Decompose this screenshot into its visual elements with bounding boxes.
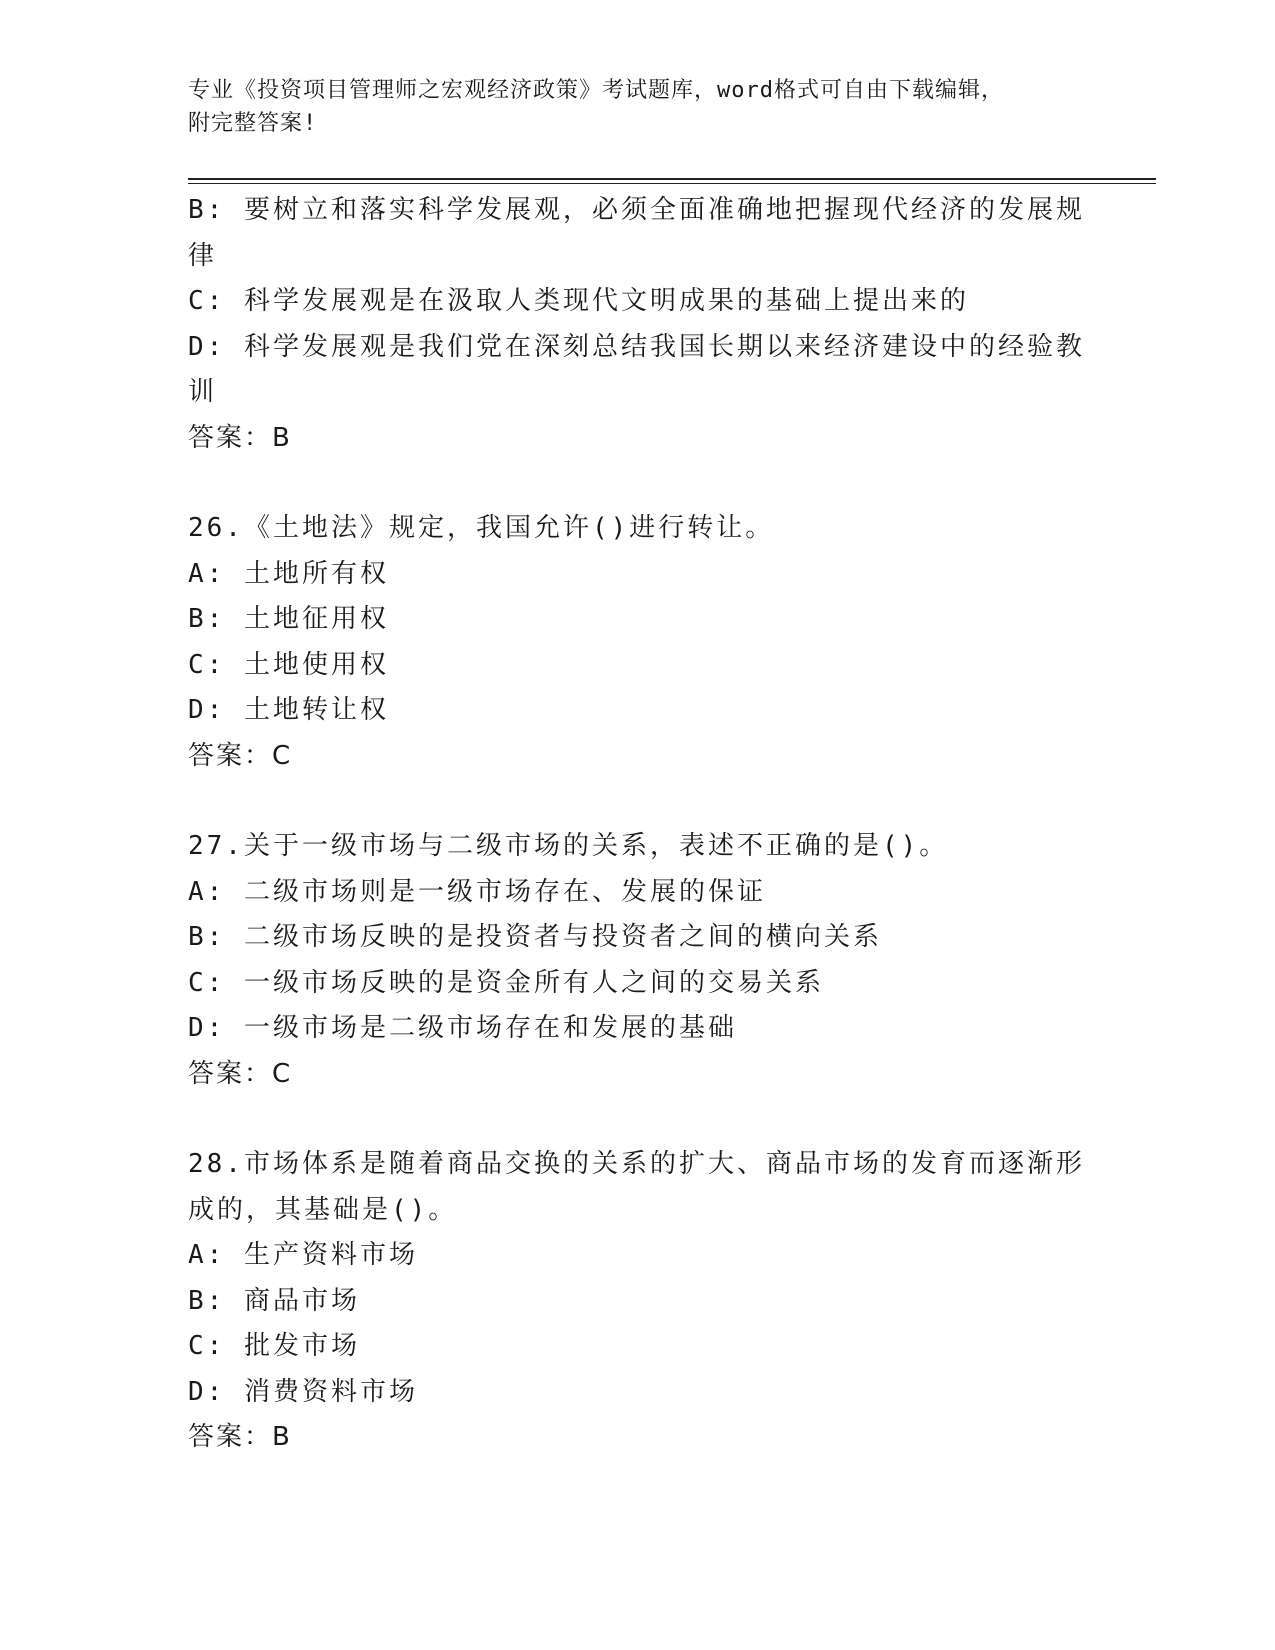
option-text: 二级市场则是一级市场存在、发展的保证 — [243, 876, 766, 907]
option-text: 土地所有权 — [243, 558, 389, 589]
option-text: 生产资料市场 — [243, 1240, 418, 1270]
answer-line: 答案：B — [188, 422, 292, 453]
option-c — [188, 643, 1088, 689]
question-stem: 27.关于一级市场与二级市场的关系，表述不正确的是()。 — [188, 831, 949, 861]
option-text: 土地转让权 — [243, 695, 389, 725]
option-label: B: — [188, 604, 244, 634]
option-d — [188, 688, 1088, 734]
option-text: 消费资料市场 — [243, 1376, 418, 1407]
option-label: B: — [188, 195, 244, 225]
option-a — [188, 1233, 1088, 1279]
spacer — [188, 1097, 1088, 1142]
question-26 — [188, 506, 1088, 779]
option-label: D: — [188, 1013, 244, 1043]
option-label: B: — [188, 1285, 244, 1316]
question-stem: 28.市场体系是随着商品交换的关系的扩大、商品市场的发育而逐渐形成的，其基础是()。 — [188, 1149, 1085, 1225]
option-b — [188, 188, 1088, 279]
option-b — [188, 1279, 1088, 1325]
option-b — [188, 597, 1088, 643]
question-content — [188, 188, 1088, 1461]
option-label: C: — [188, 967, 244, 998]
option-text: 土地使用权 — [243, 649, 389, 680]
option-label: C: — [188, 286, 244, 316]
option-text: 科学发展观是我们党在深刻总结我国长期以来经济建设中的经验教训 — [188, 331, 1085, 407]
option-text: 一级市场反映的是资金所有人之间的交易关系 — [243, 967, 824, 998]
option-label: D: — [188, 1376, 244, 1407]
question-stem: 26.《土地法》规定，我国允许()进行转让。 — [188, 513, 775, 543]
option-text: 土地征用权 — [243, 604, 389, 634]
question-28 — [188, 1142, 1088, 1461]
option-d — [188, 1006, 1088, 1052]
header-line-2: 附完整答案! — [188, 111, 318, 136]
option-c — [188, 1324, 1088, 1370]
option-label: A: — [188, 1240, 244, 1270]
header-divider-thin — [188, 183, 1156, 184]
option-text: 要树立和落实科学发展观，必须全面准确地把握现代经济的发展规律 — [188, 195, 1085, 271]
spacer — [188, 461, 1088, 506]
option-label: D: — [188, 695, 244, 725]
option-text: 商品市场 — [243, 1285, 360, 1316]
option-b — [188, 915, 1088, 961]
option-label: C: — [188, 1331, 244, 1361]
option-a — [188, 870, 1088, 916]
option-text: 批发市场 — [243, 1331, 360, 1361]
option-a — [188, 552, 1088, 598]
document-header — [188, 74, 1088, 140]
option-label: A: — [188, 558, 244, 589]
option-c — [188, 279, 1088, 325]
question-25-fragment — [188, 188, 1088, 461]
header-line-1: 专业《投资项目管理师之宏观经济政策》考试题库，word格式可自由下载编辑， — [188, 78, 1004, 103]
header-divider-thick — [188, 178, 1156, 180]
option-label: A: — [188, 876, 244, 907]
option-c — [188, 961, 1088, 1007]
answer-line: 答案：C — [188, 740, 293, 771]
option-label: B: — [188, 922, 244, 952]
answer-line: 答案：B — [188, 1422, 292, 1452]
option-text: 一级市场是二级市场存在和发展的基础 — [243, 1013, 737, 1043]
answer-line: 答案：C — [188, 1058, 293, 1089]
option-label: D: — [188, 331, 244, 362]
option-d — [188, 325, 1088, 416]
question-27 — [188, 824, 1088, 1097]
option-text: 科学发展观是在汲取人类现代文明成果的基础上提出来的 — [243, 286, 969, 316]
option-d — [188, 1370, 1088, 1416]
option-text: 二级市场反映的是投资者与投资者之间的横向关系 — [243, 922, 882, 952]
spacer — [188, 779, 1088, 824]
option-label: C: — [188, 649, 244, 680]
